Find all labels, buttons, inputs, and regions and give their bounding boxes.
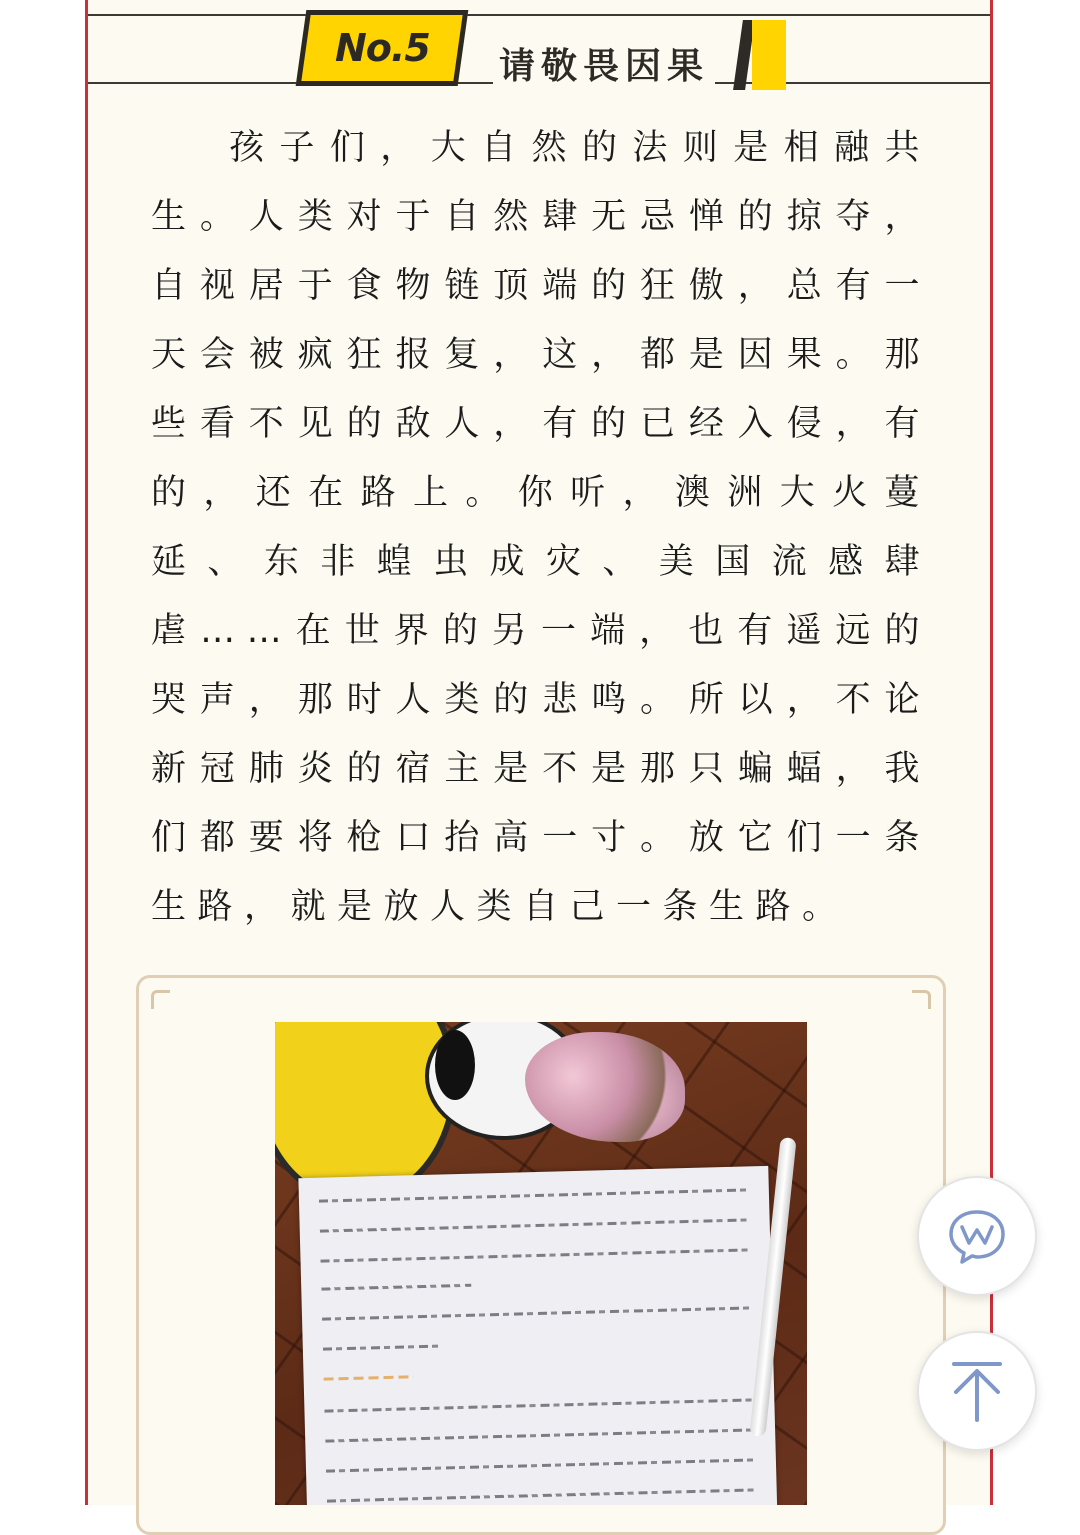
handwritten-letter-photo[interactable] [275,1022,807,1505]
handwriting-line [321,1284,471,1291]
section-number-badge [296,10,469,86]
handwriting-line [324,1398,754,1412]
handwriting-line [323,1344,443,1350]
handwriting-line [321,1248,751,1262]
chat-w-icon [945,1206,1009,1266]
handwriting-line [325,1428,755,1442]
handwriting-line [320,1218,750,1232]
handwriting-line [322,1306,752,1320]
handwriting-line [327,1488,757,1502]
comment-button[interactable] [917,1176,1037,1296]
header-top-rule [88,14,990,16]
back-to-top-button[interactable] [917,1331,1037,1451]
handwriting-heading-line [324,1375,414,1380]
section-number: No.5 [334,26,430,70]
arrow-up-to-top-icon [946,1358,1008,1424]
article-card [85,0,993,1505]
article-paragraph: 孩子们，大自然的法则是相融共生。人类对于自然肆无忌惮的掠夺，自视居于食物链顶端的狂傲，总有一天会被疯狂报复，这，都是因果。那些看不见的敌人，有的已经入侵，有的，还在路上。你听，澳洲大火蔓延、东非蝗虫成灾、美国流感肆虐……在世界的另一端，也有遥远的哭声，那时人类的悲鸣。所以，不论新冠肺炎的宿主是不是那只蝙蝠，我们都要将枪口抬高一寸。放它们一条生路，就是放人类自己一条生路。 [151,128,931,927]
toy-eye [435,1030,475,1100]
section-title: 请敬畏因果 [493,44,715,90]
handwriting-line [326,1458,756,1472]
frame-corner-ornament [912,990,931,1009]
handwritten-paper [298,1166,777,1505]
handwriting-line [319,1188,749,1202]
frame-corner-ornament [151,990,170,1009]
title-decor-block [752,20,786,90]
